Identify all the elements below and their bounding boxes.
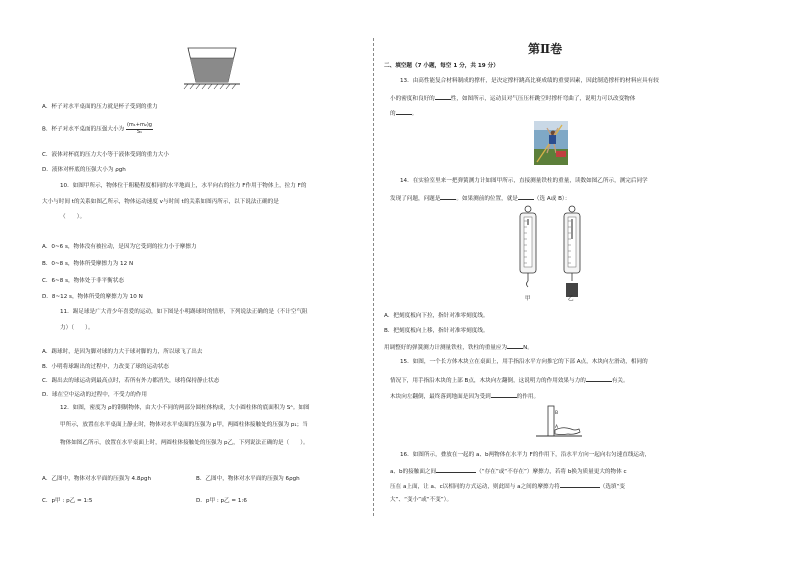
q14-tail-a: 用调整好的弹簧测力计测量铁柱，铁柱的重量应为 — [384, 345, 508, 351]
q14-line2 — [390, 194, 570, 203]
q16-line3-a: 压在 a上面，让 a、c以相同的方式运动，则此固与 a之间的摩擦力将 — [390, 484, 560, 490]
q13-line3-b: 。 — [411, 111, 418, 117]
q15-line2 — [390, 376, 629, 385]
q15-line3 — [390, 392, 539, 401]
svg-text:B: B — [555, 411, 559, 416]
scale-label-jia: 甲 — [525, 296, 531, 302]
q12-option-b: B．乙图中，物体对水平面的压强为 6ρgh — [196, 476, 300, 482]
pole-vault-photo — [534, 121, 568, 165]
q15-blank-1[interactable] — [586, 376, 612, 382]
q14-line2-c: （选 A或 B）： — [533, 196, 571, 202]
q11-stem-line2: 力）（ ）。 — [60, 325, 94, 331]
q15-line3-b: 的作用。 — [516, 394, 540, 400]
q16-blank-2[interactable] — [560, 482, 600, 488]
q11-option-a: A．踢球时，是因为脚对球的力大于球对脚的力，所以球飞了出去 — [42, 349, 203, 355]
q11-option-b: B．小明将球踢出的过程中，力改变了球的运动状态 — [42, 364, 169, 370]
q13-line3 — [390, 109, 417, 118]
spring-scale-yi — [559, 205, 585, 300]
section-title: 第Ⅱ卷 — [528, 42, 563, 56]
svg-text:A: A — [555, 425, 559, 430]
q16-line1: 16．如图所示，叠放在一起的 a、b两物体在水平力 F的作用下，沿水平方向一起向右匀速直线运动， — [400, 452, 651, 458]
q9-option-b — [42, 123, 153, 135]
q10-option-d: D．8~12 s，物体所受的摩擦力为 10 N — [42, 294, 143, 300]
q10-option-b: B．0~8 s，物体所受摩擦力为 12 N — [42, 261, 134, 267]
q10-stem-line3: （ ）。 — [60, 214, 86, 220]
q16-blank-1[interactable] — [436, 467, 476, 473]
q9-option-b-fraction — [126, 123, 153, 135]
q9-option-d: D．液体对杯底的压强大小为 ρgh — [42, 167, 126, 173]
q13-line2-a: 小的密度和良好的 — [390, 96, 435, 102]
q14-line2-a: 发现了问题，问题是 — [390, 196, 441, 202]
fraction-numerator: (m₁+m₂)g — [126, 122, 152, 128]
q13-line1: 13．由高性能复合材料制成的撑杆，是决定撑杆跳高比赛成绩的重要因素，因此制造撑杆的材料应具有较 — [400, 78, 659, 84]
q10-stem-line1: 10．如图甲所示，物体位于粗糙程度相同的水平地面上，水平向右的拉力 F作用于物体上，拉力 F的 — [60, 183, 307, 189]
q14-line1: 14．在实验室里来一把弹簧测力计如图甲所示，直接测量铁柱的重量，读数如图乙所示，测完后同学 — [400, 178, 648, 184]
fraction-denominator: S₁ — [136, 128, 143, 135]
q14-blank-1[interactable] — [440, 194, 456, 200]
q13-line3-a: 的 — [390, 111, 396, 117]
q16-line2-a: a、b的接触面之间 — [390, 469, 437, 475]
q16-line3-b: （选填“变 — [599, 484, 626, 490]
right-column — [384, 0, 764, 562]
q14-option-a: A．把刻度板向下拉，指针对准零刻度线。 — [384, 313, 489, 319]
q11-stem-line1: 11．踢足球是广大青少年喜爱的运动，如下图是小明踢球时的情形，下列说法正确的是（不计空气阻 — [60, 309, 308, 315]
q12-stem-line3: 物体如图乙所示，放置在水平桌面上时，两圆柱体接触处的压强为 p乙，下列说法正确的是（ ）。 — [60, 440, 309, 446]
q16-line2-b: （“存在”或“不存在”）摩擦力，若将 b换为质量更大的物体 c — [476, 469, 627, 475]
q14-tail-b: N。 — [523, 345, 533, 351]
q15-line1: 15．如图，一个长方体木块立在桌面上，用手指沿水平方向推它的下部 A点，木块向左滑动，相同的 — [400, 359, 648, 365]
q14-blank-2[interactable] — [518, 194, 534, 200]
left-column — [36, 0, 366, 562]
q16-line2 — [390, 467, 627, 476]
q14-tail — [384, 343, 533, 352]
q15-line2-b: 有关。 — [611, 378, 629, 384]
q11-option-c: C．踢出去的球运动到最高点时，若所有外力都消失，球将保持静止状态 — [42, 378, 220, 384]
q13-blank-1[interactable] — [435, 94, 451, 100]
q9-option-b-prefix: B．杯子对水平桌面的压强大小为 — [42, 126, 125, 133]
q12-stem-line1: 12．如图，密度为 ρ的钢制物体，由大小不同的两部分圆柱体构成，大小圆柱体的底面积为 Sᴬ。如图 — [60, 405, 310, 411]
q11-option-d: D．球在空中运动的过程中，不受力的作用 — [42, 392, 147, 398]
q14-option-b: B．把刻度板向上移，指针对准零刻度线。 — [384, 328, 489, 334]
q15-blank-2[interactable] — [491, 392, 517, 398]
q13-blank-2[interactable] — [396, 109, 412, 115]
q13-line2 — [390, 94, 635, 103]
spring-scale-jia — [515, 205, 541, 290]
q16-line3 — [390, 482, 625, 491]
q10-stem-line2: 大小与时间 t的关系如图乙所示，物体运动速度 v与时间 t的关系如图丙所示，以下说法正确的是 — [42, 199, 279, 205]
q14-blank-3[interactable] — [507, 343, 523, 349]
q16-line4: 大”、“变小”或“不变”）。 — [390, 497, 453, 503]
block-push-figure — [534, 404, 584, 440]
q12-option-d: D．p甲 : p乙 = 1:6 — [196, 498, 247, 504]
q12-stem-line2: 甲所示，放置在水平桌面上静止时，物体对水平桌面的压强为 p甲，两圆柱体接触处的压强为 p₁；当 — [60, 422, 308, 428]
q10-option-c: C．6~8 s，物体处于非平衡状态 — [42, 278, 124, 284]
q15-line2-a: 情况下，用手指沿木块的上部 B点，木块向左翻倒，这说明力的作用效果与力的 — [390, 378, 586, 384]
section-header: 二、填空题（7 小题，每空 1 分，共 19 分） — [384, 63, 499, 69]
cup-figure — [182, 44, 242, 94]
column-divider — [373, 38, 374, 516]
q9-option-c: C．液体对杯底的压力大小等于液体受到的重力大小 — [42, 152, 169, 158]
q13-line2-b: 性，如图所示，运动员对气压压杆跳空时撑杆弯曲了，说明力可以改变物体 — [450, 96, 636, 102]
q10-option-a: A．0~6 s，物体没有被拉动，是因为它受到的拉力小于摩擦力 — [42, 244, 197, 250]
q12-option-c: C．p甲 : p乙 = 1:5 — [42, 498, 93, 504]
q12-option-a: A．乙图中，物体对水平面的压强为 4.8ρgh — [42, 476, 152, 482]
q9-option-a: A．杯子对水平桌面的压力就是杯子受到的重力 — [42, 104, 158, 110]
q14-line2-b: 。如果测前的位置，就是 — [456, 196, 518, 202]
q15-line3-a: 木块向左翻倒，最终落到地面是因为受到 — [390, 394, 491, 400]
scale-label-yi: 乙 — [568, 296, 574, 302]
